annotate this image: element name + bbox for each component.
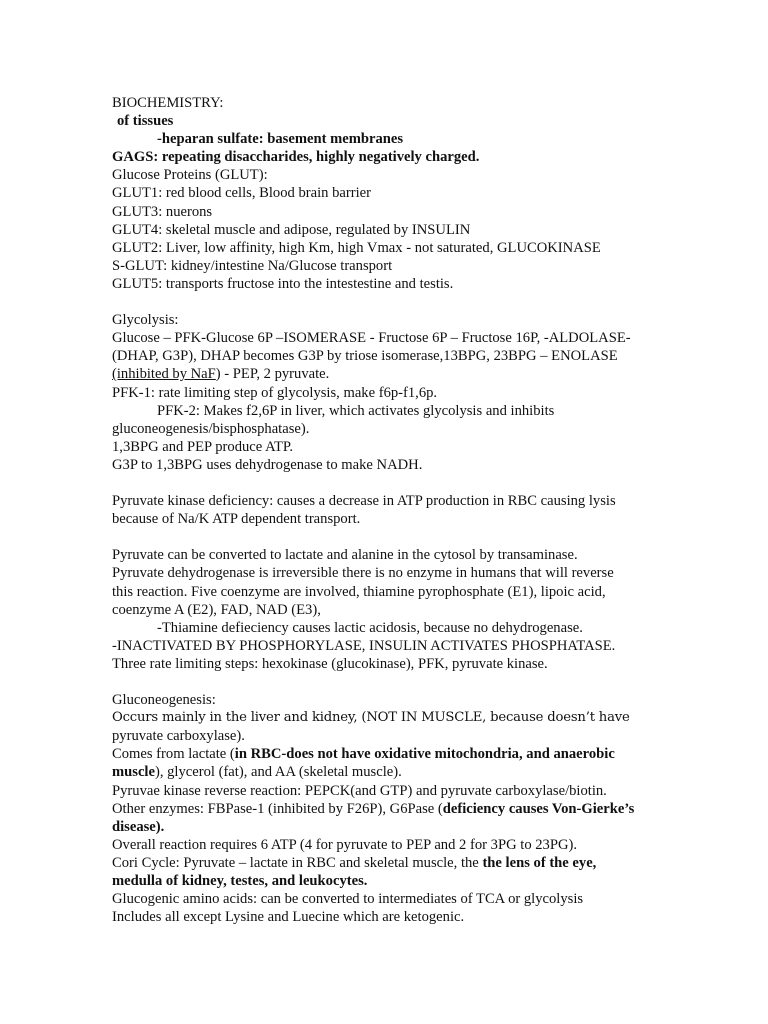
text-line: GLUT3: nuerons [112,203,213,220]
text-line: Pyruvate can be converted to lactate and alanine in the cytosol by transaminase. [112,547,578,564]
bold-text: deficiency causes Von-Gierke’s [442,800,635,817]
text-line: S-GLUT: kidney/intestine Na/Glucose transport [112,257,393,274]
text-line: -heparan sulfate: basement membranes [157,131,404,148]
text-line: GAGS: repeating disaccharides, highly negatively charged. [112,149,480,166]
text-line: Glucose – PFK-Glucose 6P –ISOMERASE - Fructose 6P – Fructose 16P, -ALDOLASE- [112,330,631,347]
text-line: Pyruvae kinase reverse reaction: PEPCK(and GTP) and pyruvate carboxylase/biotin. [112,782,607,799]
bold-text: the lens of the eye, [482,854,597,871]
heading-biochemistry: BIOCHEMISTRY: [112,95,224,111]
text-line: (DHAP, G3P), DHAP becomes G3P by triose isomerase,13BPG, 23BPG – ENOLASE [112,348,618,365]
text-line: gluconeogenesis/bisphosphatase). [112,420,310,437]
text-line: Glucose Proteins (GLUT): [112,167,268,184]
heading-gluconeogenesis: Gluconeogenesis: [112,692,216,709]
paragraph-gap [112,528,708,546]
text-line: GLUT2: Liver, low affinity, high Km, high Vmax - not saturated, GLUCOKINASE [112,239,601,256]
text-line: coenzyme A (E2), FAD, NAD (E3), [112,601,321,618]
text-line: Comes from lactate (in RBC-does not have oxidative mitochondria, and anaerobic [112,746,615,763]
text-line: of tissues [117,113,174,130]
text-line: PFK-2: Makes f2,6P in liver, which activates glycolysis and inhibits [157,402,555,419]
text-line: Other enzymes: FBPase-1 (inhibited by F26P), G6Pase (deficiency causes Von-Gierke’s [112,800,635,817]
text-line: muscle), glycerol (fat), and AA (skeletal muscle). [112,764,402,781]
text-line: G3P to 1,3BPG uses dehydrogenase to make NADH. [112,456,423,473]
text-line: PFK-1: rate limiting step of glycolysis, make f6p-f1,6p. [112,384,438,401]
text-line: GLUT4: skeletal muscle and adipose, regulated by INSULIN [112,221,471,238]
text-line: GLUT5: transports fructose into the intestestine and testis. [112,275,454,292]
text-line: Glucogenic amino acids: can be converted to intermediates of TCA or glycolysis [112,891,584,908]
text-line: GLUT1: red blood cells, Blood brain barrier [112,185,371,202]
heading-glycolysis: Glycolysis: [112,312,179,329]
paragraph-gap [112,673,708,691]
text-line: disease). [112,818,165,835]
text-line: Cori Cycle: Pyruvate – lactate in RBC and skeletal muscle, the the lens of the eye, [112,854,597,871]
text-line: -Thiamine defieciency causes lactic acidosis, because no dehydrogenase. [157,619,583,636]
bold-text: muscle [112,764,155,781]
text-line: Overall reaction requires 6 ATP (4 for pyruvate to PEP and 2 for 3PG to 23PG). [112,836,578,853]
text-line: 1,3BPG and PEP produce ATP. [112,438,294,455]
text-line: (inhibited by NaF) - PEP, 2 pyruvate. [112,366,330,383]
text-line: Includes all except Lysine and Luecine which are ketogenic. [112,909,465,926]
underlined-text: (inhibited by NaF [112,366,216,383]
text-line: medulla of kidney, testes, and leukocytes. [112,873,368,890]
text-line: Three rate limiting steps: hexokinase (glucokinase), PFK, pyruvate kinase. [112,655,548,672]
text-line: Pyruvate dehydrogenase is irreversible there is no enzyme in humans that will reverse [112,565,614,582]
text-line: because of Na/K ATP dependent transport. [112,511,361,528]
paragraph-gap [112,474,708,492]
text-line: this reaction. Five coenzyme are involved, thiamine pyrophosphate (E1), lipoic acid, [112,583,606,600]
text-line: Pyruvate kinase deficiency: causes a decrease in ATP production in RBC causing lysis [112,493,616,510]
text-line: -INACTIVATED BY PHOSPHORYLASE, INSULIN ACTIVATES PHOSPHATASE. [112,637,616,654]
paragraph-gap [112,293,708,311]
text-line: pyruvate carboxylase). [112,728,245,745]
text-line: Occurs mainly in the liver and kidney, (NOT IN MUSCLE, because doesn’t have [112,710,630,726]
bold-text: in RBC-does not have oxidative mitochondria, and anaerobic [234,746,615,763]
